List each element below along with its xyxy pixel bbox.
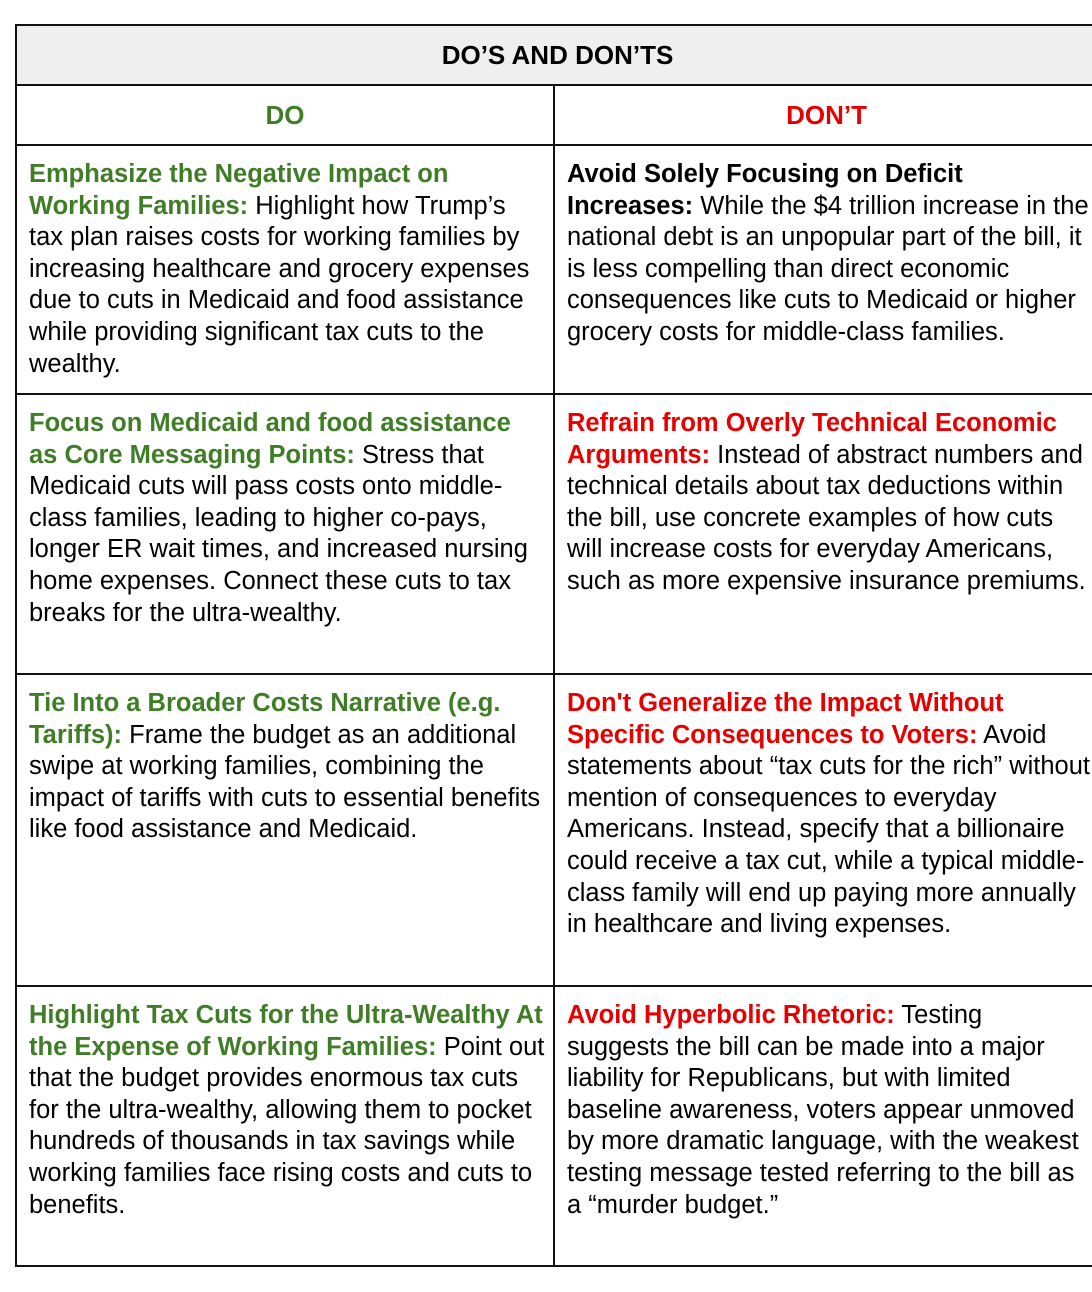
dont-cell (554, 674, 1092, 986)
dont-heading: Don't Generalize the Impact Without Specific Consequences to Voters: (567, 689, 1004, 749)
table-row (16, 986, 1092, 1266)
do-column-header: DO (16, 85, 554, 145)
dont-body: Testing suggests the bill can be made into a major liability for Republicans, but with limited baseline awareness, voters appear unmoved by more dramatic language, with the weakest testing message tested referring to the bill as a “murder budget.” (567, 1001, 1079, 1219)
dos-and-donts-table (15, 24, 1092, 1267)
do-heading: Focus on Medicaid and food assistance as Core Messaging Points: (29, 409, 511, 469)
dont-body: Instead of abstract numbers and technical details about tax deductions within the bill, use concrete examples of how cuts will increase costs for everyday Americans, such as more expensive insurance premiums. (567, 440, 1086, 595)
dont-cell (554, 986, 1092, 1266)
do-cell (16, 394, 554, 674)
dont-heading: Refrain from Overly Technical Economic Arguments: (567, 409, 1057, 469)
do-body: Highlight how Trump’s tax plan raises costs for working families by increasing healthcare and grocery expenses due to cuts in Medicaid and food assistance while providing significant tax cuts to the wealthy. (29, 191, 530, 378)
title-row (16, 25, 1092, 85)
table-row (16, 394, 1092, 674)
do-heading: Emphasize the Negative Impact on Working Families: (29, 160, 449, 220)
do-heading: Tie Into a Broader Costs Narrative (e.g. Tariffs): (29, 689, 501, 749)
do-heading: Highlight Tax Cuts for the Ultra-Wealthy At the Expense of Working Families: (29, 1001, 543, 1061)
do-cell (16, 986, 554, 1266)
header-row (16, 85, 1092, 145)
dont-cell (554, 145, 1092, 394)
dont-heading: Avoid Hyperbolic Rhetoric: (567, 1001, 895, 1029)
do-body: Frame the budget as an additional swipe at working families, combining the impact of tariffs with cuts to essential benefits like food assistance and Medicaid. (29, 720, 541, 844)
do-body: Stress that Medicaid cuts will pass costs onto middle-class families, leading to higher co-pays, longer ER wait times, and increased nursing home expenses. Connect these cuts to tax breaks for the ultra-wealthy. (29, 440, 528, 627)
dont-column-header: DON’T (554, 85, 1092, 145)
dont-heading: Avoid Solely Focusing on Deficit Increases: (567, 160, 963, 220)
dont-body: While the $4 trillion increase in the national debt is an unpopular part of the bill, it is less compelling than direct economic consequences like cuts to Medicaid or higher grocery costs for middle-class families. (567, 191, 1089, 346)
dont-body: Avoid statements about “tax cuts for the rich” without mention of consequences to everyday Americans. Instead, specify that a billionaire could receive a tax cut, while a typical middle-class family will end up paying more annually in healthcare and living expenses. (567, 720, 1090, 939)
table-row (16, 674, 1092, 986)
do-cell (16, 145, 554, 394)
table-row (16, 145, 1092, 394)
dont-cell (554, 394, 1092, 674)
table-title: DO’S AND DON’TS (16, 25, 1092, 85)
do-cell (16, 674, 554, 986)
do-body: Point out that the budget provides enormous tax cuts for the ultra-wealthy, allowing them to pocket hundreds of thousands in tax savings while working families face rising costs and cuts to benefits. (29, 1032, 545, 1219)
